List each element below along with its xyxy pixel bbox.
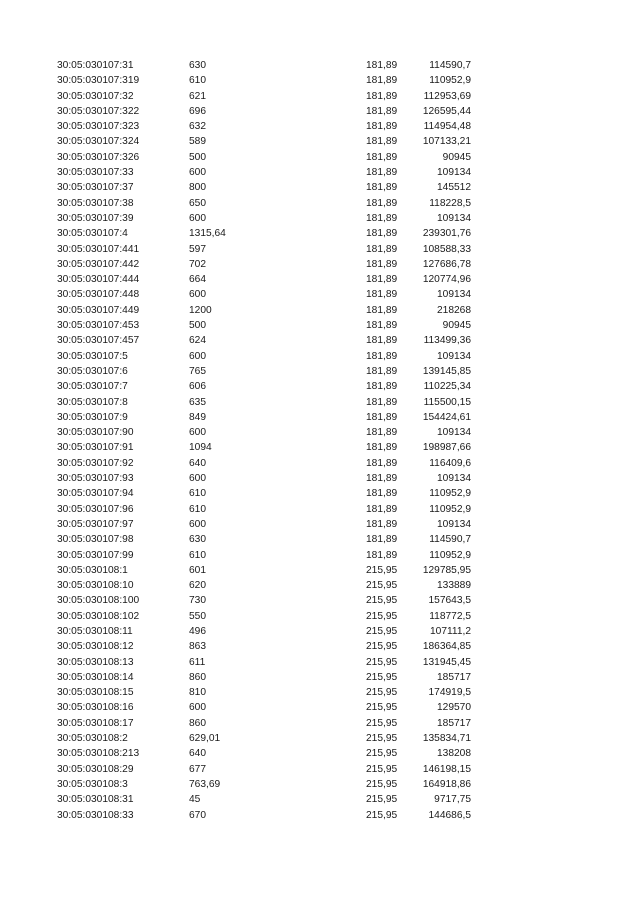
table-row xyxy=(0,58,640,73)
table-row xyxy=(0,746,640,761)
table-row xyxy=(0,670,640,685)
quantity-cell: 610 xyxy=(189,488,206,500)
quantity-cell: 630 xyxy=(189,534,206,546)
cadastral-number-cell: 30:05:030107:9 xyxy=(57,411,128,423)
price-cell: 181,89 xyxy=(366,427,398,439)
quantity-cell: 640 xyxy=(189,748,206,760)
cadastral-number-cell: 30:05:030108:10 xyxy=(57,580,134,592)
price-cell: 181,89 xyxy=(366,411,398,423)
price-cell: 181,89 xyxy=(366,549,398,561)
price-cell: 181,89 xyxy=(366,75,398,87)
quantity-cell: 600 xyxy=(189,518,206,530)
quantity-cell: 1315,64 xyxy=(189,228,226,240)
cadastral-number-cell: 30:05:030107:91 xyxy=(57,442,134,454)
cadastral-number-cell: 30:05:030107:449 xyxy=(57,304,140,316)
quantity-cell: 597 xyxy=(189,243,206,255)
price-cell: 215,95 xyxy=(366,580,398,592)
price-cell: 181,89 xyxy=(366,488,398,500)
quantity-cell: 730 xyxy=(189,595,206,607)
quantity-cell: 611 xyxy=(189,656,206,668)
table-row xyxy=(0,242,640,257)
cadastral-number-cell: 30:05:030107:99 xyxy=(57,549,134,561)
table-row xyxy=(0,134,640,149)
quantity-cell: 860 xyxy=(189,717,206,729)
price-cell: 181,89 xyxy=(366,518,398,530)
cadastral-number-cell: 30:05:030107:39 xyxy=(57,212,134,224)
table-row xyxy=(0,211,640,226)
cadastral-number-cell: 30:05:030107:441 xyxy=(57,243,140,255)
price-cell: 215,95 xyxy=(366,748,398,760)
price-cell: 181,89 xyxy=(366,258,398,270)
cadastral-number-cell: 30:05:030107:5 xyxy=(57,350,128,362)
price-cell: 215,95 xyxy=(366,794,398,806)
cadastral-number-cell: 30:05:030107:96 xyxy=(57,503,134,515)
cadastral-number-cell: 30:05:030107:33 xyxy=(57,167,134,179)
total-cell: 118772,5 xyxy=(429,610,471,622)
quantity-cell: 600 xyxy=(189,427,206,439)
quantity-cell: 763,69 xyxy=(189,778,221,790)
quantity-cell: 1094 xyxy=(189,442,212,454)
price-cell: 181,89 xyxy=(366,274,398,286)
quantity-cell: 696 xyxy=(189,105,206,117)
cadastral-number-cell: 30:05:030108:33 xyxy=(57,809,134,821)
quantity-cell: 1200 xyxy=(189,304,212,316)
cadastral-number-cell: 30:05:030108:1 xyxy=(57,564,128,576)
table-row xyxy=(0,226,640,241)
price-cell: 181,89 xyxy=(366,503,398,515)
cadastral-number-cell: 30:05:030108:16 xyxy=(57,702,134,714)
cadastral-number-cell: 30:05:030108:213 xyxy=(57,748,140,760)
quantity-cell: 610 xyxy=(189,503,206,515)
table-row xyxy=(0,150,640,165)
price-cell: 181,89 xyxy=(366,212,398,224)
price-cell: 181,89 xyxy=(366,182,398,194)
quantity-cell: 500 xyxy=(189,320,206,332)
table-row xyxy=(0,104,640,119)
quantity-cell: 600 xyxy=(189,167,206,179)
cadastral-number-cell: 30:05:030107:324 xyxy=(57,136,140,148)
quantity-cell: 677 xyxy=(189,763,206,775)
quantity-cell: 640 xyxy=(189,457,206,469)
table-row xyxy=(0,379,640,394)
table-row xyxy=(0,609,640,624)
price-cell: 181,89 xyxy=(366,151,398,163)
table-row xyxy=(0,624,640,639)
table-row xyxy=(0,639,640,654)
total-cell: 157643,5 xyxy=(428,595,471,607)
cadastral-number-cell: 30:05:030107:31 xyxy=(57,60,134,71)
cadastral-number-cell: 30:05:030107:7 xyxy=(57,381,128,393)
total-cell: 118228,5 xyxy=(429,197,471,209)
total-cell: 90945 xyxy=(442,151,471,163)
price-cell: 215,95 xyxy=(366,778,398,790)
total-cell: 126595,44 xyxy=(422,105,471,117)
quantity-cell: 601 xyxy=(189,564,206,576)
quantity-cell: 589 xyxy=(189,136,206,148)
quantity-cell: 650 xyxy=(189,197,206,209)
total-cell: 108588,33 xyxy=(422,243,471,255)
quantity-cell: 500 xyxy=(189,151,206,163)
quantity-cell: 600 xyxy=(189,289,206,301)
total-cell: 113499,36 xyxy=(423,335,471,347)
cadastral-number-cell: 30:05:030107:453 xyxy=(57,320,140,332)
total-cell: 112953,69 xyxy=(423,90,471,102)
cadastral-number-cell: 30:05:030108:29 xyxy=(57,763,134,775)
cadastral-number-cell: 30:05:030108:3 xyxy=(57,778,128,790)
table-row xyxy=(0,440,640,455)
quantity-cell: 800 xyxy=(189,182,206,194)
cadastral-number-cell: 30:05:030108:100 xyxy=(57,595,140,607)
price-cell: 215,95 xyxy=(366,733,398,745)
table-row xyxy=(0,180,640,195)
cadastral-number-cell: 30:05:030108:13 xyxy=(57,656,134,668)
table-row xyxy=(0,593,640,608)
price-cell: 181,89 xyxy=(366,304,398,316)
quantity-cell: 550 xyxy=(189,610,206,622)
quantity-cell: 600 xyxy=(189,212,206,224)
table-row xyxy=(0,548,640,563)
price-cell: 181,89 xyxy=(366,228,398,240)
price-cell: 181,89 xyxy=(366,381,398,393)
quantity-cell: 610 xyxy=(189,549,206,561)
cadastral-number-cell: 30:05:030107:448 xyxy=(57,289,140,301)
price-cell: 181,89 xyxy=(366,365,398,377)
cadastral-number-cell: 30:05:030107:90 xyxy=(57,427,134,439)
total-cell: 139145,85 xyxy=(422,365,471,377)
table-row xyxy=(0,563,640,578)
total-cell: 138208 xyxy=(437,748,471,760)
cadastral-number-cell: 30:05:030108:102 xyxy=(57,610,140,622)
table-row xyxy=(0,165,640,180)
table-row xyxy=(0,685,640,700)
total-cell: 164918,86 xyxy=(422,778,471,790)
price-cell: 215,95 xyxy=(366,687,398,699)
table-row xyxy=(0,792,640,807)
cadastral-number-cell: 30:05:030108:12 xyxy=(57,641,134,653)
table-row xyxy=(0,318,640,333)
total-cell: 146198,15 xyxy=(422,763,471,775)
price-cell: 181,89 xyxy=(366,320,398,332)
cadastral-number-cell: 30:05:030107:322 xyxy=(57,105,140,117)
table-row xyxy=(0,578,640,593)
total-cell: 109134 xyxy=(437,167,471,179)
cadastral-number-cell: 30:05:030107:37 xyxy=(57,182,134,194)
table-row xyxy=(0,731,640,746)
cadastral-number-cell: 30:05:030108:2 xyxy=(57,733,128,745)
total-cell: 116409,6 xyxy=(429,457,471,469)
table-row xyxy=(0,655,640,670)
total-cell: 144686,5 xyxy=(428,809,471,821)
total-cell: 109134 xyxy=(437,289,471,301)
total-cell: 131945,45 xyxy=(422,656,471,668)
total-cell: 90945 xyxy=(442,320,471,332)
total-cell: 109134 xyxy=(437,518,471,530)
quantity-cell: 702 xyxy=(189,258,206,270)
table-row xyxy=(0,486,640,501)
price-cell: 181,89 xyxy=(366,121,398,133)
price-cell: 215,95 xyxy=(366,641,398,653)
price-cell: 181,89 xyxy=(366,442,398,454)
price-cell: 215,95 xyxy=(366,610,398,622)
quantity-cell: 765 xyxy=(189,365,206,377)
total-cell: 110225,34 xyxy=(423,381,471,393)
total-cell: 9717,75 xyxy=(434,794,471,806)
price-cell: 181,89 xyxy=(366,60,398,71)
quantity-cell: 606 xyxy=(189,381,206,393)
table-row xyxy=(0,333,640,348)
price-cell: 215,95 xyxy=(366,809,398,821)
price-cell: 181,89 xyxy=(366,243,398,255)
price-cell: 181,89 xyxy=(366,473,398,485)
total-cell: 185717 xyxy=(437,671,471,683)
price-cell: 215,95 xyxy=(366,763,398,775)
total-cell: 198987,66 xyxy=(422,442,471,454)
total-cell: 115500,15 xyxy=(423,396,471,408)
table-row xyxy=(0,456,640,471)
price-cell: 215,95 xyxy=(366,656,398,668)
quantity-cell: 810 xyxy=(189,687,206,699)
quantity-cell: 863 xyxy=(189,641,206,653)
total-cell: 109134 xyxy=(437,473,471,485)
table-row xyxy=(0,395,640,410)
total-cell: 186364,85 xyxy=(422,641,471,653)
cadastral-number-cell: 30:05:030107:442 xyxy=(57,258,140,270)
quantity-cell: 620 xyxy=(189,580,206,592)
quantity-cell: 632 xyxy=(189,121,206,133)
cadastral-number-cell: 30:05:030107:6 xyxy=(57,365,128,377)
quantity-cell: 664 xyxy=(189,274,206,286)
cadastral-number-cell: 30:05:030107:92 xyxy=(57,457,134,469)
price-cell: 181,89 xyxy=(366,534,398,546)
quantity-cell: 610 xyxy=(189,75,206,87)
cadastral-number-cell: 30:05:030108:11 xyxy=(57,625,133,637)
quantity-cell: 629,01 xyxy=(189,733,221,745)
price-cell: 181,89 xyxy=(366,457,398,469)
total-cell: 110952,9 xyxy=(429,488,471,500)
price-cell: 215,95 xyxy=(366,564,398,576)
quantity-cell: 45 xyxy=(189,794,201,806)
cadastral-number-cell: 30:05:030107:94 xyxy=(57,488,134,500)
price-cell: 215,95 xyxy=(366,671,398,683)
cadastral-number-cell: 30:05:030107:4 xyxy=(57,228,128,240)
quantity-cell: 496 xyxy=(189,625,206,637)
table-row xyxy=(0,73,640,88)
total-cell: 129785,95 xyxy=(422,564,471,576)
quantity-cell: 600 xyxy=(189,473,206,485)
price-cell: 215,95 xyxy=(366,625,398,637)
table-row xyxy=(0,287,640,302)
price-cell: 181,89 xyxy=(366,167,398,179)
price-cell: 181,89 xyxy=(366,197,398,209)
total-cell: 109134 xyxy=(437,212,471,224)
total-cell: 114590,7 xyxy=(429,534,471,546)
total-cell: 109134 xyxy=(437,427,471,439)
price-cell: 181,89 xyxy=(366,289,398,301)
quantity-cell: 621 xyxy=(189,90,206,102)
total-cell: 133889 xyxy=(437,580,471,592)
price-cell: 181,89 xyxy=(366,136,398,148)
total-cell: 110952,9 xyxy=(429,75,471,87)
quantity-cell: 849 xyxy=(189,411,206,423)
table-row xyxy=(0,272,640,287)
total-cell: 239301,76 xyxy=(422,228,471,240)
cadastral-number-cell: 30:05:030107:444 xyxy=(57,274,140,286)
total-cell: 135834,71 xyxy=(422,733,471,745)
quantity-cell: 600 xyxy=(189,702,206,714)
total-cell: 114954,48 xyxy=(423,121,471,133)
total-cell: 107111,2 xyxy=(430,625,471,637)
price-cell: 181,89 xyxy=(366,396,398,408)
cadastral-number-cell: 30:05:030108:14 xyxy=(57,671,134,683)
price-cell: 181,89 xyxy=(366,105,398,117)
table-row xyxy=(0,119,640,134)
price-cell: 181,89 xyxy=(366,350,398,362)
cadastral-number-cell: 30:05:030107:8 xyxy=(57,396,128,408)
table-row xyxy=(0,196,640,211)
cadastral-number-cell: 30:05:030107:93 xyxy=(57,473,134,485)
total-cell: 110952,9 xyxy=(429,503,471,515)
quantity-cell: 635 xyxy=(189,396,206,408)
total-cell: 114590,7 xyxy=(429,60,471,71)
table-row xyxy=(0,425,640,440)
total-cell: 218268 xyxy=(437,304,471,316)
price-cell: 181,89 xyxy=(366,335,398,347)
total-cell: 110952,9 xyxy=(429,549,471,561)
data-table xyxy=(0,58,640,823)
cadastral-number-cell: 30:05:030108:17 xyxy=(57,717,134,729)
quantity-cell: 624 xyxy=(189,335,206,347)
cadastral-number-cell: 30:05:030107:323 xyxy=(57,121,140,133)
table-row xyxy=(0,532,640,547)
total-cell: 145512 xyxy=(437,182,471,194)
table-row xyxy=(0,471,640,486)
total-cell: 174919,5 xyxy=(428,687,471,699)
table-row xyxy=(0,257,640,272)
table-row xyxy=(0,410,640,425)
price-cell: 215,95 xyxy=(366,702,398,714)
cadastral-number-cell: 30:05:030107:457 xyxy=(57,335,140,347)
table-row xyxy=(0,808,640,823)
table-row xyxy=(0,364,640,379)
total-cell: 107133,21 xyxy=(422,136,471,148)
cadastral-number-cell: 30:05:030107:319 xyxy=(57,75,140,87)
table-row xyxy=(0,349,640,364)
table-row xyxy=(0,716,640,731)
cadastral-number-cell: 30:05:030108:31 xyxy=(57,794,134,806)
quantity-cell: 630 xyxy=(189,60,206,71)
cadastral-number-cell: 30:05:030107:38 xyxy=(57,197,134,209)
cadastral-number-cell: 30:05:030107:97 xyxy=(57,518,134,530)
price-cell: 181,89 xyxy=(366,90,398,102)
total-cell: 154424,61 xyxy=(422,411,471,423)
quantity-cell: 600 xyxy=(189,350,206,362)
quantity-cell: 670 xyxy=(189,809,206,821)
price-cell: 215,95 xyxy=(366,595,398,607)
total-cell: 185717 xyxy=(437,717,471,729)
quantity-cell: 860 xyxy=(189,671,206,683)
table-row xyxy=(0,89,640,104)
total-cell: 109134 xyxy=(437,350,471,362)
price-cell: 215,95 xyxy=(366,717,398,729)
cadastral-number-cell: 30:05:030107:98 xyxy=(57,534,134,546)
table-row xyxy=(0,700,640,715)
cadastral-number-cell: 30:05:030107:326 xyxy=(57,151,140,163)
table-row xyxy=(0,762,640,777)
table-row xyxy=(0,777,640,792)
cadastral-number-cell: 30:05:030108:15 xyxy=(57,687,134,699)
total-cell: 129570 xyxy=(437,702,471,714)
cadastral-number-cell: 30:05:030107:32 xyxy=(57,90,134,102)
total-cell: 120774,96 xyxy=(422,274,471,286)
table-row xyxy=(0,502,640,517)
table-row xyxy=(0,303,640,318)
table-row xyxy=(0,517,640,532)
total-cell: 127686,78 xyxy=(422,258,471,270)
